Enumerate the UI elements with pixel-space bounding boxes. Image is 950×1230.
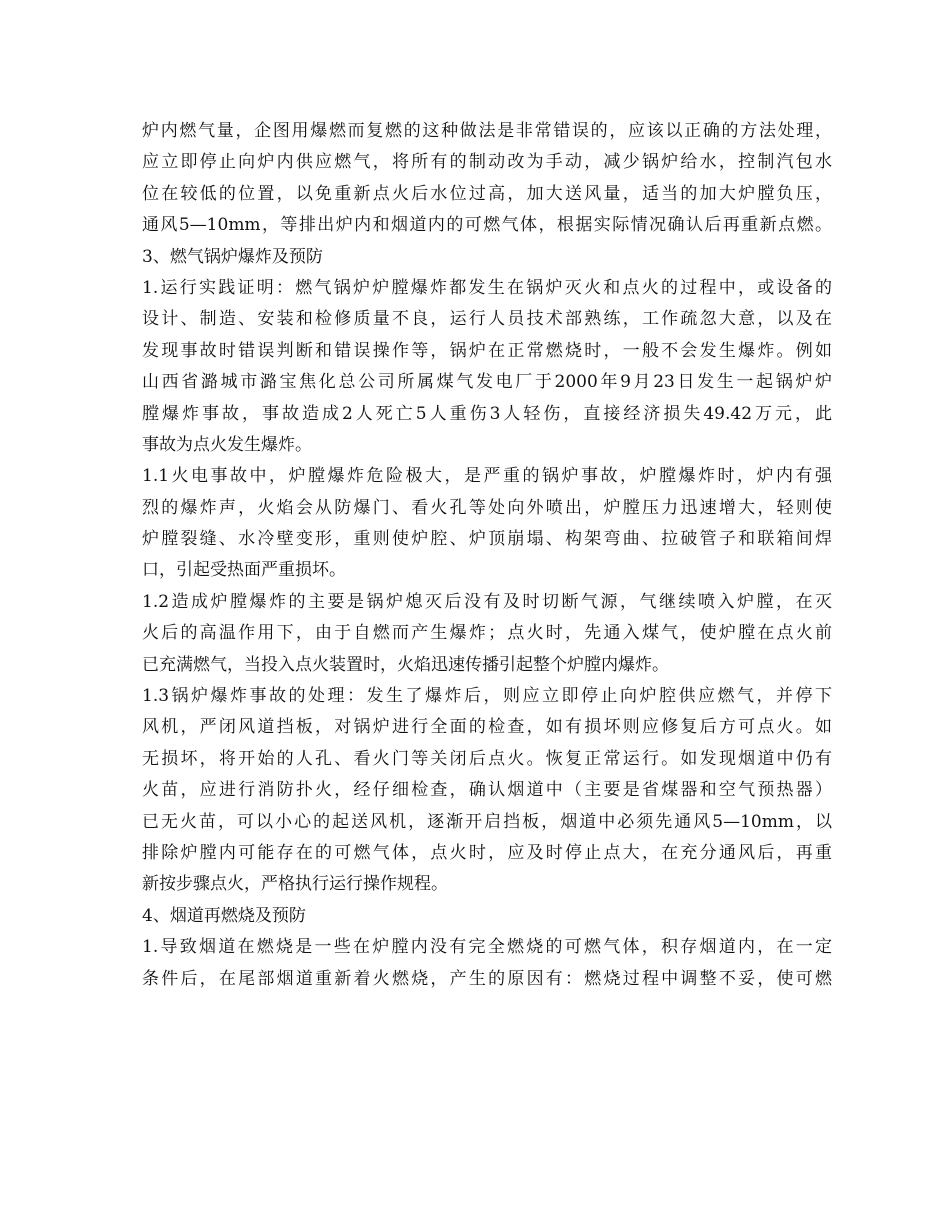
- text-line: 已充满燃气，当投入点火装置时，火焰迅速传播引起整个炉膛内爆炸。: [142, 654, 669, 675]
- text-line: 烈的爆炸声，火焰会从防爆门、看火孔等处向外喷出，炉膛压力迅速增大，轻则使: [142, 497, 832, 518]
- text-line: 已无火苗，可以小心的起送风机，逐渐开启挡板，烟道中必须先通风5—10mm，以: [142, 811, 832, 832]
- text-line: 发现事故时错误判断和错误操作等，锅炉在正常燃烧时，一般不会发生爆炸。例如: [142, 340, 832, 361]
- text-line: 1.运行实践证明：燃气锅炉炉膛爆炸都发生在锅炉灭火和点火的过程中，或设备的: [142, 277, 832, 298]
- text-line: 膛爆炸事故，事故造成2人死亡5人重伤3人轻伤，直接经济损失49.42万元，此: [142, 403, 832, 424]
- text-line: 炉内燃气量，企图用爆燃而复燃的这种做法是非常错误的，应该以正确的方法处理，: [142, 121, 832, 141]
- text-line: 1.2造成炉膛爆炸的主要是锅炉熄灭后没有及时切断气源，气继续喷入炉膛，在灭: [142, 591, 832, 612]
- text-line: 位在较低的位置，以免重新点火后水位过高，加大送风量，适当的加大炉膛负压，: [142, 183, 832, 204]
- text-line: 山西省潞城市潞宝焦化总公司所属煤气发电厂于2000年9月23日发生一起锅炉炉: [142, 372, 832, 393]
- text-line: 设计、制造、安装和检修质量不良，运行人员技术部熟练，工作疏忽大意，以及在: [142, 309, 832, 330]
- text-line: 炉膛裂缝、水冷壁变形，重则使炉腔、炉顶崩塌、构架弯曲、拉破管子和联箱间焊: [142, 529, 832, 550]
- text-line: 火苗，应进行消防扑火，经仔细检查，确认烟道中（主要是省煤器和空气预热器）: [142, 780, 832, 801]
- document-body: [142, 116, 832, 995]
- text-line: 排除炉膛内可能存在的可燃气体，点火时，应及时停止点大，在充分通风后，再重: [142, 842, 832, 863]
- text-line: 新按步骤点火，严格执行运行操作规程。: [142, 874, 448, 895]
- section-heading: 4、烟道再燃烧及预防: [142, 905, 306, 926]
- text-line: 事故为点火发生爆炸。: [142, 434, 312, 455]
- text-line: 无损坏，将开始的人孔、看火门等关闭后点火。恢复正常运行。如发现烟道中仍有: [142, 748, 832, 769]
- text-line: 条件后，在尾部烟道重新着火燃烧，产生的原因有：燃烧过程中调整不妥，使可燃: [142, 968, 832, 989]
- text-line: 火后的高温作用下，由于自燃而产生爆炸；点火时，先通入煤气，使炉膛在点火前: [142, 623, 832, 644]
- text-line: 1.1火电事故中，炉膛爆炸危险极大，是严重的锅炉事故，炉膛爆炸时，炉内有强: [142, 466, 832, 487]
- text-line: 通风5—10mm，等排出炉内和烟道内的可燃气体，根据实际情况确认后再重新点燃。: [142, 215, 832, 236]
- text-line: 1.3锅炉爆炸事故的处理：发生了爆炸后，则应立即停止向炉腔供应燃气，并停下: [142, 686, 832, 707]
- text-line: 应立即停止向炉内供应燃气，将所有的制动改为手动，减少锅炉给水，控制汽包水: [142, 152, 832, 173]
- text-line: 口，引起受热面严重损坏。: [142, 560, 346, 581]
- text-line: 风机，严闭风道挡板，对锅炉进行全面的检查，如有损坏则应修复后方可点火。如: [142, 717, 832, 738]
- section-heading: 3、燃气锅炉爆炸及预防: [142, 246, 323, 267]
- text-line: 1.导致烟道在燃烧是一些在炉膛内没有完全燃烧的可燃气体，积存烟道内，在一定: [142, 937, 832, 958]
